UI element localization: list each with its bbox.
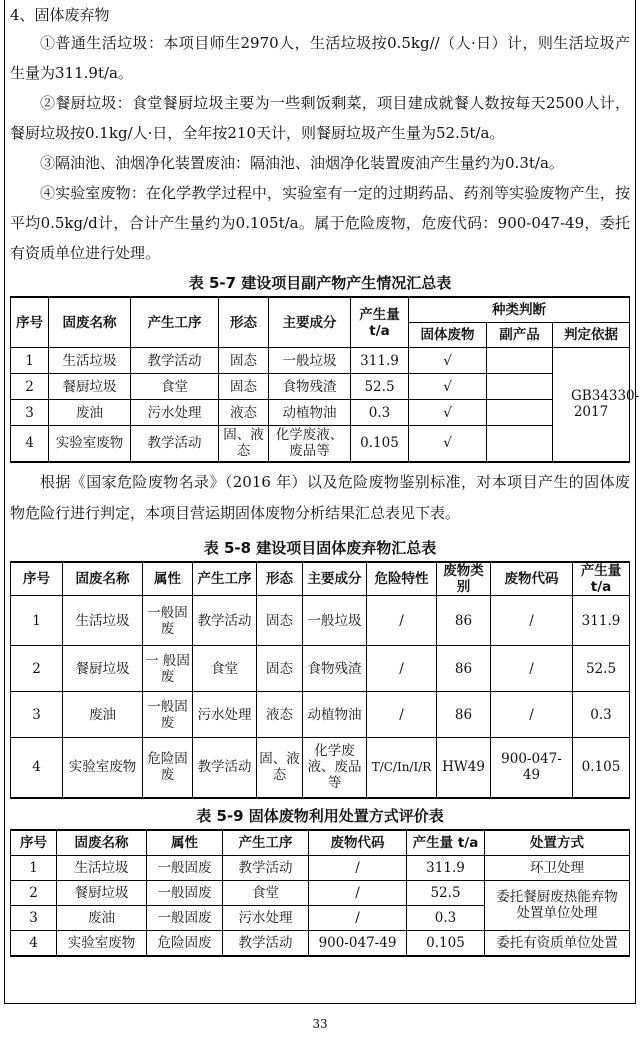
header-seq: 序号 <box>11 830 57 856</box>
cell-code: / <box>309 905 407 930</box>
cell-seq: 3 <box>11 905 57 930</box>
page-border-bottom <box>4 1003 636 1004</box>
cell-name: 实验室废物 <box>63 738 143 798</box>
cell-seq: 3 <box>11 400 49 426</box>
cell-hazard: / <box>367 646 437 692</box>
cell-solid-waste: √ <box>409 426 487 462</box>
table-row <box>11 930 630 956</box>
header-state: 形态 <box>257 562 303 596</box>
cell-category: 86 <box>437 646 491 692</box>
table-solid-waste-summary <box>10 561 630 799</box>
cell-hazard: T/C/In/I/R <box>367 738 437 798</box>
cell-state: 固态 <box>219 374 269 400</box>
cell-byproduct <box>487 374 553 400</box>
header-component: 主要成分 <box>269 297 351 348</box>
cell-state: 液态 <box>257 692 303 738</box>
cell-name: 餐厨垃圾 <box>49 374 131 400</box>
cell-amount: 52.5 <box>407 880 485 905</box>
cell-code: / <box>309 880 407 905</box>
cell-amount: 311.9 <box>407 855 485 880</box>
cell-state: 液态 <box>219 400 269 426</box>
cell-process: 食堂 <box>193 646 257 692</box>
cell-name: 餐厨垃圾 <box>63 646 143 692</box>
cell-basis: GB34330-2017 <box>553 348 630 462</box>
cell-seq: 4 <box>11 930 57 956</box>
header-code: 废物代码 <box>309 830 407 856</box>
header-category: 废物类别 <box>437 562 491 596</box>
cell-byproduct <box>487 426 553 462</box>
header-hazard: 危险特性 <box>367 562 437 596</box>
cell-amount: 311.9 <box>573 596 630 646</box>
table2-caption: 表 5-8 建设项目固体废弃物汇总表 <box>203 538 437 557</box>
cell-component: 动植物油 <box>269 400 351 426</box>
header-name: 固废名称 <box>49 297 131 348</box>
header-amount: 产生量t/a <box>351 297 409 348</box>
header-seq: 序号 <box>11 297 49 348</box>
header-attr: 属性 <box>147 830 223 856</box>
cell-name: 实验室废物 <box>49 426 131 462</box>
cell-state: 固态 <box>219 348 269 374</box>
cell-process: 教学活动 <box>131 426 219 462</box>
cell-solid-waste: √ <box>409 400 487 426</box>
paragraph-household-waste: ①普通生活垃圾：本项目师生2970人，生活垃圾按0.5kg//（人·日）计，则生活垃圾产生量为311.9t/a。 <box>10 34 630 82</box>
section-heading: 4、固体废弃物 <box>10 6 110 24</box>
table-row <box>11 880 630 905</box>
cell-process: 污水处理 <box>223 905 309 930</box>
header-state: 形态 <box>219 297 269 348</box>
table3-caption: 表 5-9 固体废物利用处置方式评价表 <box>196 806 444 825</box>
cell-seq: 1 <box>11 855 57 880</box>
cell-component: 动植物油 <box>303 692 367 738</box>
header-attr: 属性 <box>143 562 193 596</box>
cell-attr: 一 般固废 <box>143 646 193 692</box>
table-disposal-methods <box>10 829 630 958</box>
header-solid-waste: 固体废物 <box>409 323 487 348</box>
cell-process: 食堂 <box>223 880 309 905</box>
cell-solid-waste: √ <box>409 348 487 374</box>
cell-amount: 52.5 <box>573 646 630 692</box>
paragraph-hazard-classification: 根据《国家危险废物名录》（2016 年）以及危险废物鉴别标准，对本项目产生的固体废物危险行进行判定，本项目营运期固体废物分析结果汇总表见下表。 <box>10 472 630 522</box>
header-component: 主要成分 <box>303 562 367 596</box>
table-row <box>11 426 630 462</box>
cell-seq: 1 <box>11 596 63 646</box>
cell-component: 一般垃圾 <box>303 596 367 646</box>
cell-process: 污水处理 <box>131 400 219 426</box>
page-border-right <box>635 0 636 1003</box>
cell-amount: 0.3 <box>407 905 485 930</box>
cell-state: 固态 <box>257 596 303 646</box>
page-content <box>10 2 640 957</box>
cell-attr: 一般固废 <box>143 692 193 738</box>
cell-process: 教学活动 <box>193 738 257 798</box>
cell-amount: 0.105 <box>407 930 485 956</box>
table-row <box>11 400 630 426</box>
page-border-left <box>4 0 5 1003</box>
header-amount: 产生量t/a <box>573 562 630 596</box>
header-code: 废物代码 <box>491 562 573 596</box>
cell-amount: 311.9 <box>351 348 409 374</box>
cell-code: 900-047-49 <box>309 930 407 956</box>
cell-category: 86 <box>437 692 491 738</box>
cell-code: / <box>491 692 573 738</box>
cell-code: / <box>309 855 407 880</box>
header-process: 产生工序 <box>223 830 309 856</box>
header-byproduct: 副产品 <box>487 323 553 348</box>
cell-state: 固态 <box>257 646 303 692</box>
cell-hazard: / <box>367 692 437 738</box>
cell-name: 生活垃圾 <box>63 596 143 646</box>
cell-amount: 52.5 <box>351 374 409 400</box>
cell-name: 生活垃圾 <box>49 348 131 374</box>
page-number: 33 <box>312 1017 328 1031</box>
header-name: 固废名称 <box>57 830 147 856</box>
cell-component: 食物残渣 <box>269 374 351 400</box>
cell-amount: 0.105 <box>351 426 409 462</box>
cell-seq: 4 <box>11 738 63 798</box>
cell-code: 900-047-49 <box>491 738 573 798</box>
cell-method: 委托餐厨废热能弃物处置单位处理 <box>485 880 630 930</box>
cell-name: 废油 <box>49 400 131 426</box>
cell-component: 化学废液、废品等 <box>269 426 351 462</box>
cell-name: 实验室废物 <box>57 930 147 956</box>
header-judgement: 种类判断 <box>409 297 630 323</box>
table-byproducts <box>10 296 640 463</box>
cell-attr: 一般固废 <box>147 880 223 905</box>
header-amount: 产生量 t/a <box>407 830 485 856</box>
cell-amount: 0.3 <box>351 400 409 426</box>
cell-code: / <box>491 646 573 692</box>
header-seq: 序号 <box>11 562 63 596</box>
cell-attr: 危险固废 <box>143 738 193 798</box>
cell-attr: 一般固废 <box>147 905 223 930</box>
header-basis: 判定依据 <box>553 323 630 348</box>
cell-method: 环卫处理 <box>485 855 630 880</box>
table-row <box>11 596 630 646</box>
cell-component: 食物残渣 <box>303 646 367 692</box>
paragraph-waste-oil: ③隔油池、油烟净化装置废油：隔油池、油烟净化装置废油产生量约为0.3t/a。 <box>40 154 564 172</box>
table-row <box>11 692 630 738</box>
cell-seq: 2 <box>11 880 57 905</box>
table-row <box>11 738 630 798</box>
header-process: 产生工序 <box>193 562 257 596</box>
table-row <box>11 374 630 400</box>
cell-name: 餐厨垃圾 <box>57 880 147 905</box>
cell-name: 废油 <box>57 905 147 930</box>
cell-amount: 0.3 <box>573 692 630 738</box>
cell-process: 教学活动 <box>131 348 219 374</box>
cell-category: HW49 <box>437 738 491 798</box>
cell-attr: 一般固废 <box>147 855 223 880</box>
cell-name: 废油 <box>63 692 143 738</box>
cell-state: 固、液态 <box>219 426 269 462</box>
cell-seq: 3 <box>11 692 63 738</box>
cell-attr: 危险固废 <box>147 930 223 956</box>
header-name: 固废名称 <box>63 562 143 596</box>
header-method: 处置方式 <box>485 830 630 856</box>
cell-seq: 2 <box>11 374 49 400</box>
cell-process: 教学活动 <box>223 855 309 880</box>
cell-byproduct <box>487 400 553 426</box>
cell-attr: 一般固废 <box>143 596 193 646</box>
cell-process: 教学活动 <box>223 930 309 956</box>
cell-seq: 1 <box>11 348 49 374</box>
cell-name: 生活垃圾 <box>57 855 147 880</box>
cell-hazard: / <box>367 596 437 646</box>
table-row <box>11 348 630 374</box>
table-row <box>11 646 630 692</box>
cell-amount: 0.105 <box>573 738 630 798</box>
cell-seq: 2 <box>11 646 63 692</box>
cell-method: 委托有资质单位处置 <box>485 930 630 956</box>
cell-solid-waste: √ <box>409 374 487 400</box>
cell-category: 86 <box>437 596 491 646</box>
table-row <box>11 855 630 880</box>
cell-process: 污水处理 <box>193 692 257 738</box>
cell-state: 固、液态 <box>257 738 303 798</box>
paragraph-kitchen-waste: ②餐厨垃圾：食堂餐厨垃圾主要为一些剩饭剩菜，项目建成就餐人数按每天2500人计，餐厨垃圾按0.1kg/人·日，全年按210天计，则餐厨垃圾产生量为52.5t/a。 <box>10 94 630 142</box>
paragraph-lab-waste: ④实验室废物：在化学教学过程中，实验室有一定的过期药品、药剂等实验废物产生，按平均0.5kg/d计，合计产生量约为0.105t/a。属于危险废物，危废代码：900-047-49，委托有资质单位进行处理。 <box>10 184 630 262</box>
cell-process: 教学活动 <box>193 596 257 646</box>
header-process: 产生工序 <box>131 297 219 348</box>
cell-seq: 4 <box>11 426 49 462</box>
cell-process: 食堂 <box>131 374 219 400</box>
table1-caption: 表 5-7 建设项目副产物产生情况汇总表 <box>188 274 452 292</box>
cell-code: / <box>491 596 573 646</box>
cell-component: 化学废液、废品等 <box>303 738 367 798</box>
cell-component: 一般垃圾 <box>269 348 351 374</box>
cell-byproduct <box>487 348 553 374</box>
